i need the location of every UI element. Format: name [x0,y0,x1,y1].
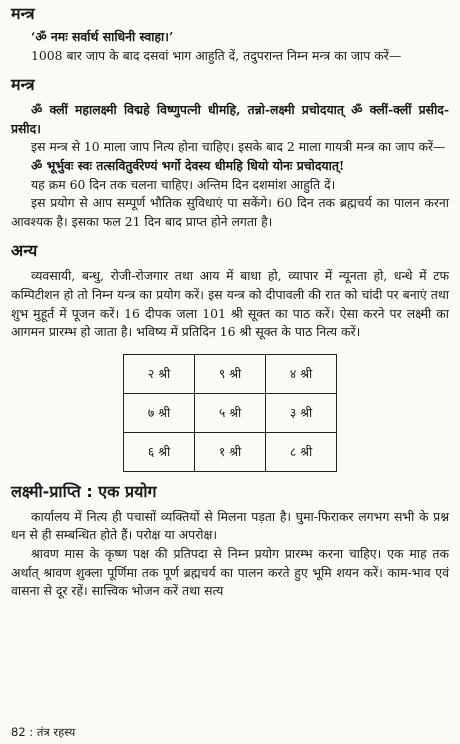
paragraph: 1008 बार जाप के बाद दसवां भाग आहुति दें, तदुपरान्त निम्न मन्त्र का जाप करें— [31,47,402,63]
yantra-row [124,393,337,432]
gayatri-mantra: ॐ भूर्भुवः स्वः तत्सवितुर्वरेण्यं भर्गो देवस्य धीमहि धियो योनः प्रचोदयात्! [31,157,345,173]
yantra-cell: २ श्री [124,354,195,393]
yantra-cell: ९ श्री [195,354,266,393]
yantra-grid [123,354,337,472]
yantra-cell: ७ श्री [124,393,195,432]
paragraph: यह क्रम 60 दिन तक चलना चाहिए। अन्तिम दिन दशमांश आहुति दें। [31,176,336,192]
yantra-row [124,432,337,471]
paragraph: इस प्रयोग से आप सम्पूर्ण भौतिक सुविधाएं पा सकेंगे। 60 दिन तक ब्रह्मचर्य का पालन करना आवश्यक है। इसका फल 21 दिन बाद प्राप्त होने लगता है। [11,195,449,229]
paragraph: व्यवसायी, बन्धु, रोजी-रोजगार तथा आय में बाधा हो, व्यापार में न्यूनता हो, धन्धे में टफ कम्पिटीशन हो तो निम्न यन्त्र का प्रयोग करें। इस यन्त्र को दीपावली की रात को चांदी पर बनाएं तथा शुभ मुहूर्त में पूजन करें। 16 दीपक जला 101 श्री सूक्त का पाठ करें। ऐसा करने पर लक्ष्मी का आगमन प्रारम्भ हो जाता है। भविष्य में प्रतिदिन 16 श्री सूक्त के पाठ नित्य करें। [11,268,449,340]
yantra-cell: ४ श्री [266,354,337,393]
mantra-line: ‘ॐ नमः सर्वार्थ साधिनी स्वाहा।’ [31,29,174,44]
yantra-cell: ३ श्री [266,393,337,432]
paragraph: इस मन्त्र से 10 माला जाप नित्य होना चाहिए। इसके बाद 2 माला गायत्री मन्त्र का जाप करें— [31,139,446,155]
yantra-cell: ८ श्री [266,432,337,471]
section-heading-mantra-1: मन्त्र [11,4,35,23]
page-footer: 82 : तंत्र रहस्य [11,725,76,739]
section-heading-mantra-2: मन्त्र [11,75,35,95]
paragraph: श्रावण मास के कृष्ण पक्ष की प्रतिपदा से निम्न प्रयोग प्रारम्भ करना चाहिए। एक माह तक अर्थात् श्रावण शुक्ला पूर्णिमा तक पूर्ण ब्रह्मचर्य का पालन करते हुए भूमि शयन करें। काम-भाव एवं वासना से दूर रहें। सात्त्विक भोजन करें तथा सत्य [11,545,449,599]
yantra-cell: ५ श्री [195,393,266,432]
yantra-cell: ६ श्री [124,432,195,471]
section-heading-lakshmi-prapti: लक्ष्मी-प्राप्ति : एक प्रयोग [11,481,157,501]
yantra-row [124,354,337,393]
paragraph: कार्यालय में नित्य ही पचासों व्यक्तियों से मिलना पड़ता है। घुमा-फिराकर लगभग सभी के प्रश्न धन से ही सम्बन्धित होते हैं। परोक्ष या अपरोक्ष। [11,508,449,543]
section-heading-anya: अन्य [11,241,38,261]
yantra-cell: १ श्री [195,432,266,471]
mantra-line: ॐ क्लीं महालक्ष्मी विद्महे विष्णुपत्नी धीमहि, तन्नो-लक्ष्मी प्रचोदयात् ॐ क्लीं-क्लीं प्रसीद-प्रसीद। [11,102,449,136]
